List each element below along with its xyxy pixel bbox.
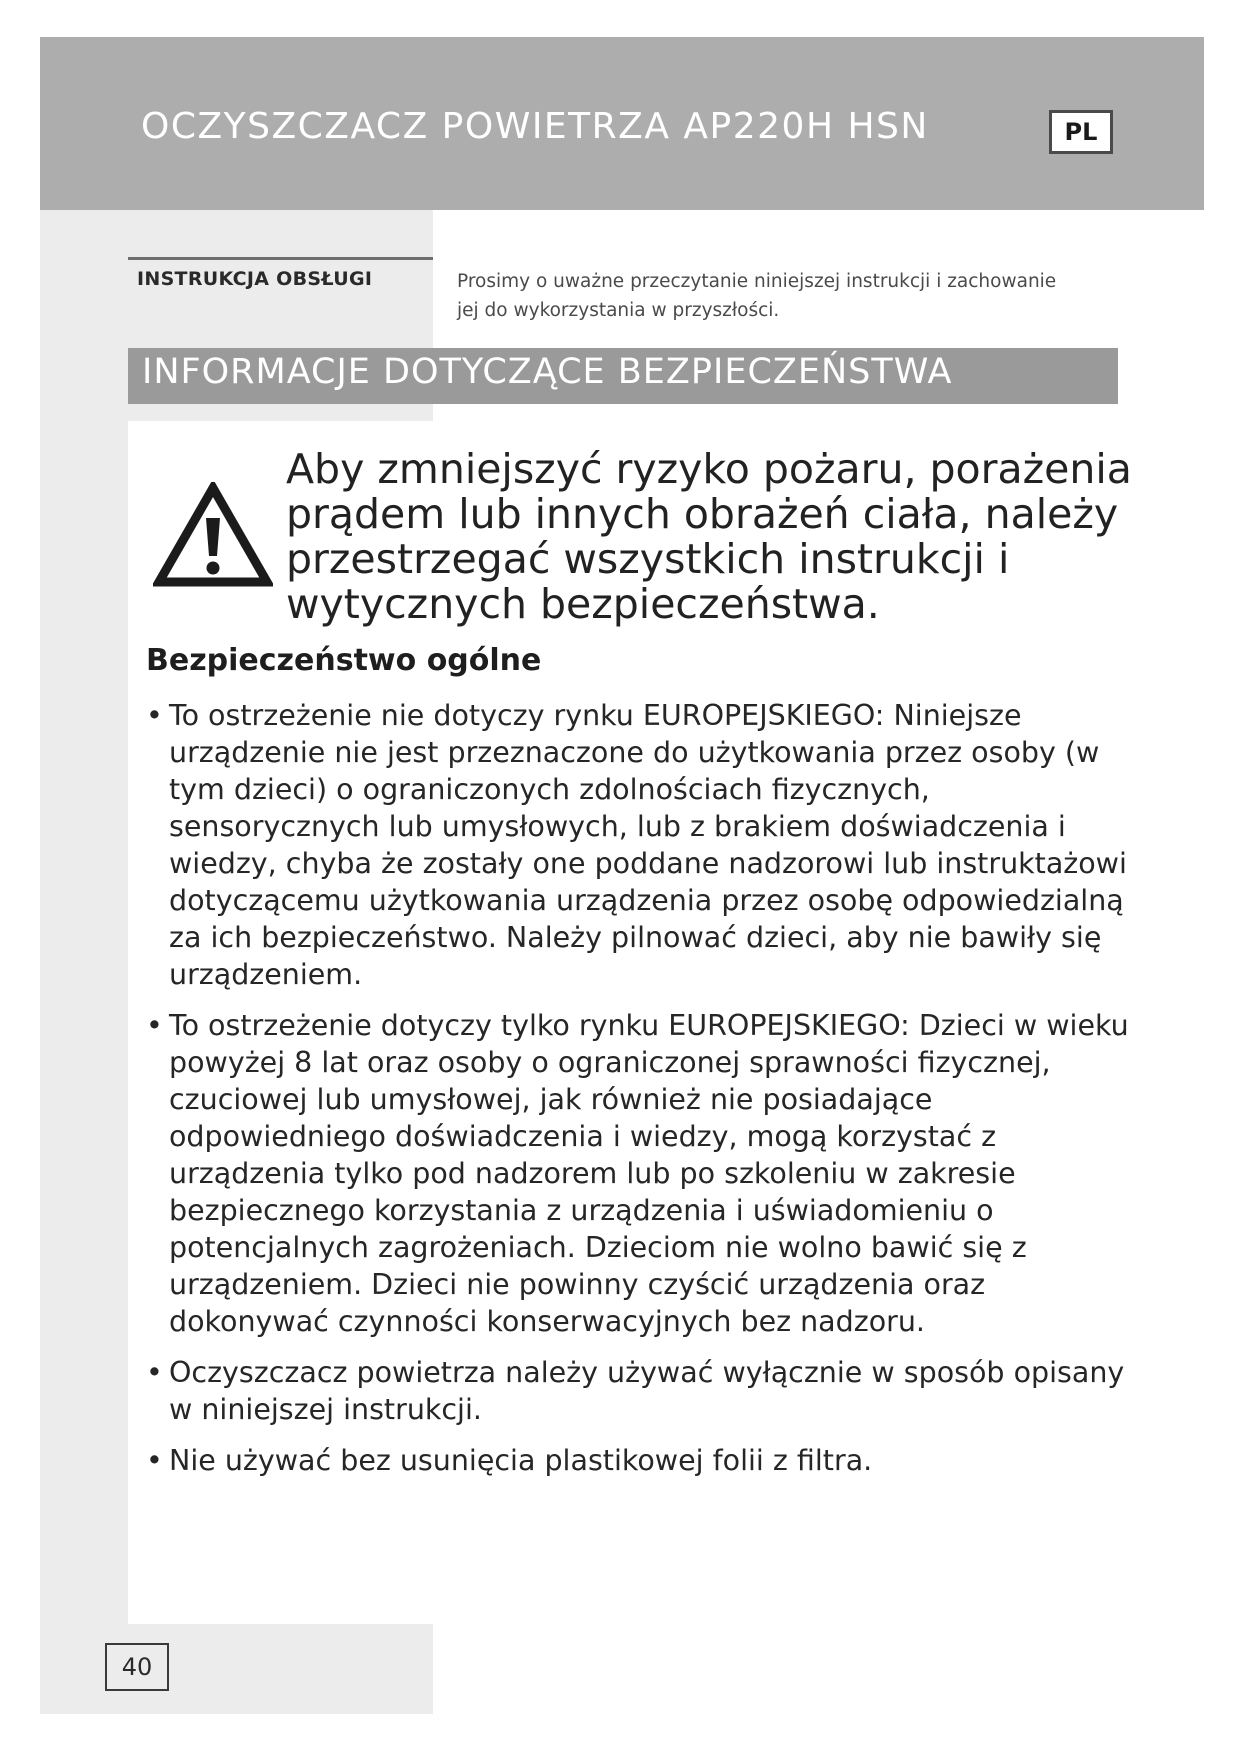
bullet-point: • (146, 1009, 163, 1042)
list-item (146, 1442, 1136, 1479)
warning-triangle-icon (153, 482, 273, 588)
page-number: 40 (105, 1643, 169, 1691)
intro-text: Prosimy o uważne przeczytanie niniejszej instrukcji i zachowanie jej do wykorzystania w przyszłości. (457, 271, 1057, 321)
bullet-point: • (146, 1444, 163, 1477)
list-item-text: Oczyszczacz powietrza należy używać wyłącznie w sposób opisany w niniejszej instrukcji. (169, 1356, 1125, 1426)
manual-label: INSTRUKCJA OBSŁUGI (137, 268, 373, 290)
product-title: OCZYSZCZACZ POWIETRZA AP220H HSN (141, 106, 929, 147)
safety-bullet-list (146, 697, 1136, 1493)
language-badge: PL (1049, 110, 1113, 154)
list-item (146, 1354, 1136, 1428)
list-item (146, 1007, 1136, 1340)
list-item-text: To ostrzeżenie dotyczy tylko rynku EUROPEJSKIEGO: Dzieci w wieku powyżej 8 lat oraz osoby o ograniczonej sprawności fizycznej, czuciowej lub umysłowej, jak również nie posiadające odpowiedniego doświadczenia i wiedzy, mogą korzystać z urządzenia tylko pod nadzorem lub po szkoleniu w zakresie bezpiecznego korzystania z urządzenia i uświadomieniu o potencjalnych zagrożeniach. Dzieciom nie wolno bawić się z urządzeniem. Dzieci nie powinny czyścić urządzenia oraz dokonywać czynności konserwacyjnych bez nadzoru. (169, 1009, 1129, 1338)
general-safety-heading: Bezpieczeństwo ogólne (146, 643, 542, 678)
safety-lead-text: Aby zmniejszyć ryzyko pożaru, porażenia prądem lub innych obrażeń ciała, należy przestrzegać wszystkich instrukcji i wytycznych bezpieczeństwa. (286, 445, 1132, 628)
list-item-text: Nie używać bez usunięcia plastikowej folii z filtra. (169, 1444, 873, 1477)
manual-label-rule (128, 257, 433, 260)
bullet-point: • (146, 1356, 163, 1389)
section-title: INFORMACJE DOTYCZĄCE BEZPIECZEŃSTWA (142, 352, 953, 392)
list-item-text: To ostrzeżenie nie dotyczy rynku EUROPEJSKIEGO: Niniejsze urządzenie nie jest przeznaczone do użytkowania przez osoby (w tym dzieci) o ograniczonych zdolnościach fizycznych, sensorycznych lub umysłowych, lub z brakiem doświadczenia i wiedzy, chyba że zostały one poddane nadzorowi lub instruktażowi dotyczącemu użytkowania urządzenia przez osobę odpowiedzialną za ich bezpieczeństwo. Należy pilnować dzieci, aby nie bawiły się urządzeniem. (169, 699, 1127, 991)
list-item (146, 697, 1136, 993)
bullet-point: • (146, 699, 163, 732)
